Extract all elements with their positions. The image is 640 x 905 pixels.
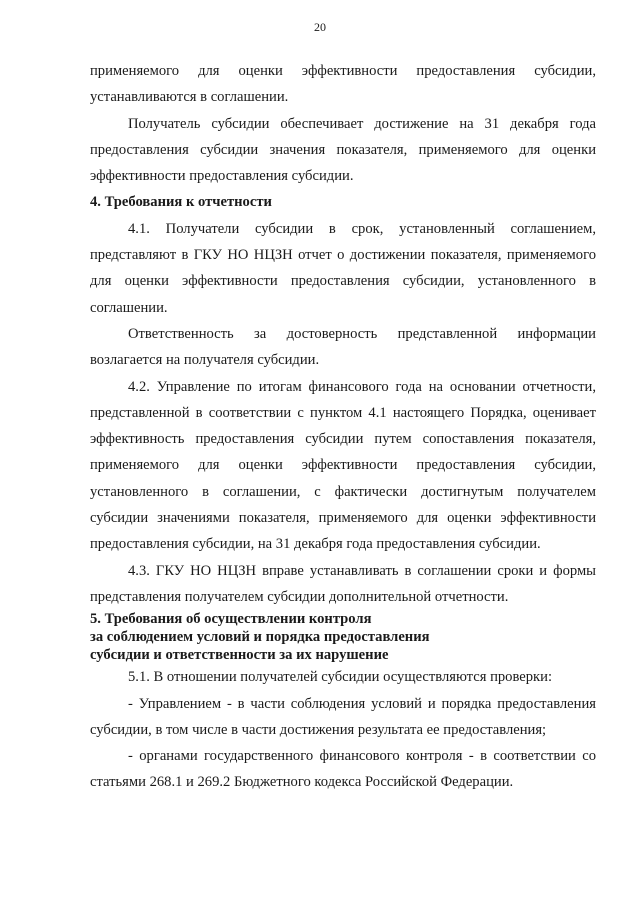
paragraph-4-2: 4.2. Управление по итогам финансового года на основании отчетности, представленной в соответствии с пунктом 4.1 настоящего Порядка, оценивает эффективность предоставления субсидии путем сопоставления показателя, применяемого для оценки эффективности предоставления субсидии, установленного в соглашении, с фактически достигнутым получателем субсидии значениями показателя, применяемого для оценки эффективности предоставления субсидии, на 31 декабря года предоставления субсидии. [90,378,596,553]
paragraph-5-1: 5.1. В отношении получателей субсидии осуществляются проверки: [128,669,553,686]
paragraph: Получатель субсидии обеспечивает достижение на 31 декабря года предоставления субсидии значения показателя, применяемого для оценки эффективности предоставления субсидии. [90,115,596,185]
page-number: 20 [314,20,326,34]
document-body [90,58,596,796]
section-5-heading-line: субсидии и ответственности за их нарушение [90,647,389,664]
paragraph-control-financial: - органами государственного финансового контроля - в соответствии со статьями 268.1 и 269.2 Бюджетного кодекса Российской Федерации. [90,748,596,791]
paragraph-4-3: 4.3. ГКУ НО НЦЗН вправе устанавливать в соглашении сроки и формы представления получателем субсидии дополнительной отчетности. [90,562,596,605]
paragraph: применяемого для оценки эффективности предоставления субсидии, устанавливаются в соглашении. [90,63,596,106]
paragraph-4-1: 4.1. Получатели субсидии в срок, установленный соглашением, представляют в ГКУ НО НЦЗН отчет о достижении показателя, применяемого для оценки эффективности предоставления субсидии, установленного в соглашении. [90,220,596,316]
paragraph-responsibility: Ответственность за достоверность представленной информации возлагается на получателя субсидии. [90,325,596,369]
section-5-heading-line: за соблюдением условий и порядка предоставления [90,629,430,646]
paragraph-control-management: - Управлением - в части соблюдения условий и порядка предоставления субсидии, в том числе в части достижения результата ее предоставления; [90,695,596,738]
section-5-heading-line: 5. Требования об осуществлении контроля [90,611,372,628]
section-5-heading [90,610,596,664]
section-4-heading: 4. Требования к отчетности [90,194,272,211]
